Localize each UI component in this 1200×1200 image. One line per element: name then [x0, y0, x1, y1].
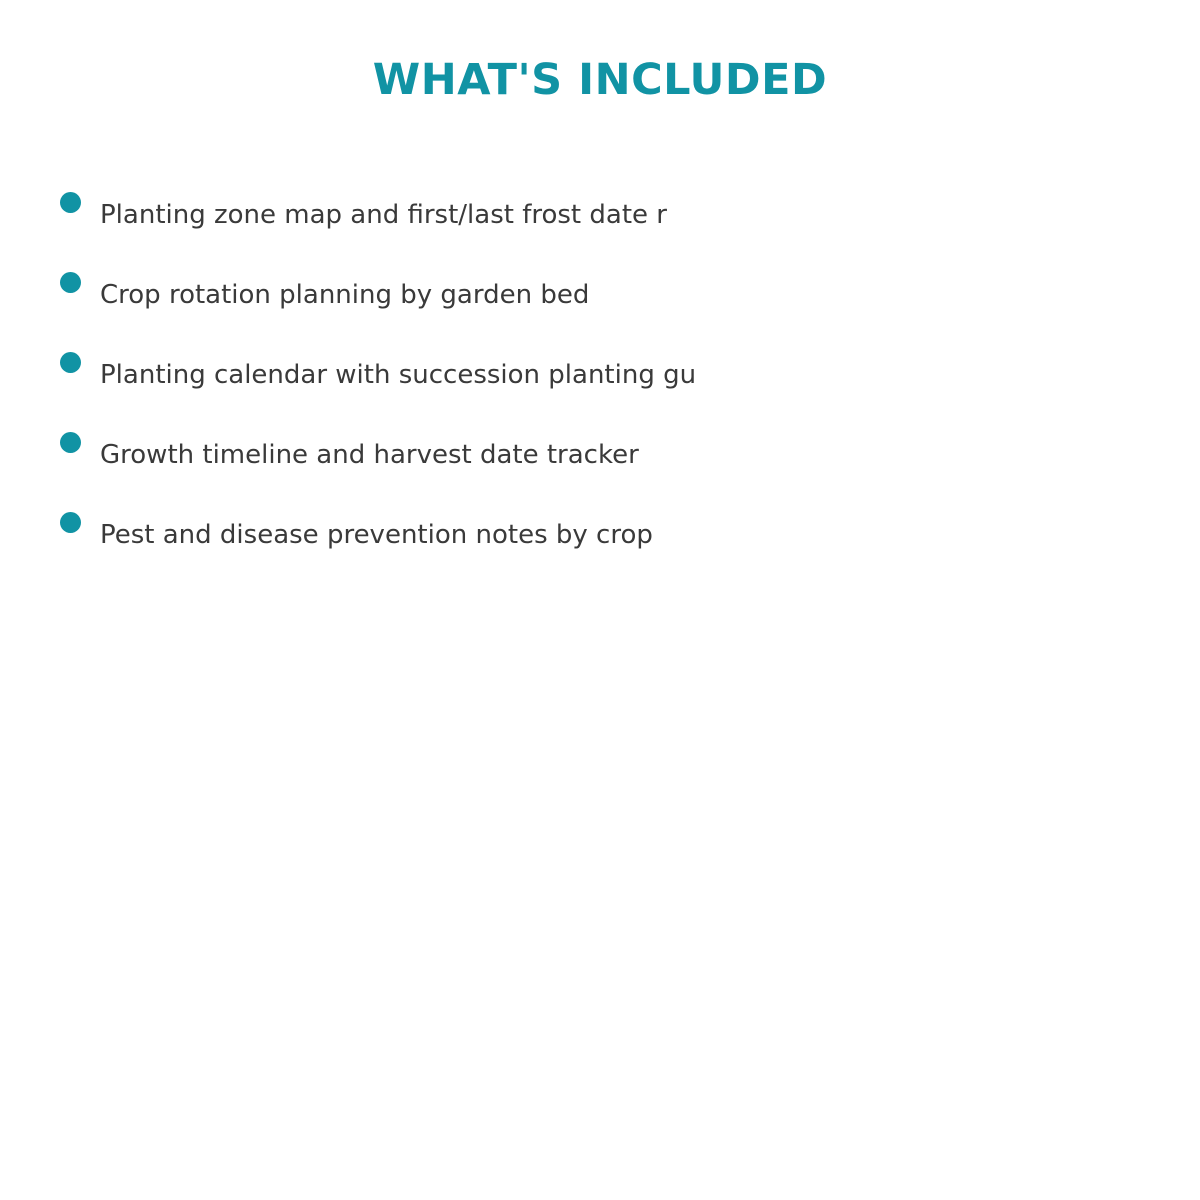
- page-title: WHAT'S INCLUDED: [372, 55, 828, 105]
- bullet-icon: [60, 352, 81, 373]
- list-item: [60, 192, 696, 272]
- bullet-icon: [60, 272, 81, 293]
- list-item-label: Crop rotation planning by garden bed: [100, 280, 590, 310]
- bullet-icon: [60, 432, 81, 453]
- list-item: [60, 352, 696, 432]
- list-item-label: Planting zone map and first/last frost date r: [100, 200, 667, 230]
- list-item: [60, 272, 696, 352]
- included-list: [60, 192, 696, 592]
- list-item-label: Growth timeline and harvest date tracker: [100, 440, 639, 470]
- list-item-label: Pest and disease prevention notes by crop: [100, 520, 653, 550]
- bullet-icon: [60, 512, 81, 533]
- list-item: [60, 432, 696, 512]
- list-item-label: Planting calendar with succession planting gu: [100, 360, 697, 390]
- bullet-icon: [60, 192, 81, 213]
- list-item: [60, 512, 696, 592]
